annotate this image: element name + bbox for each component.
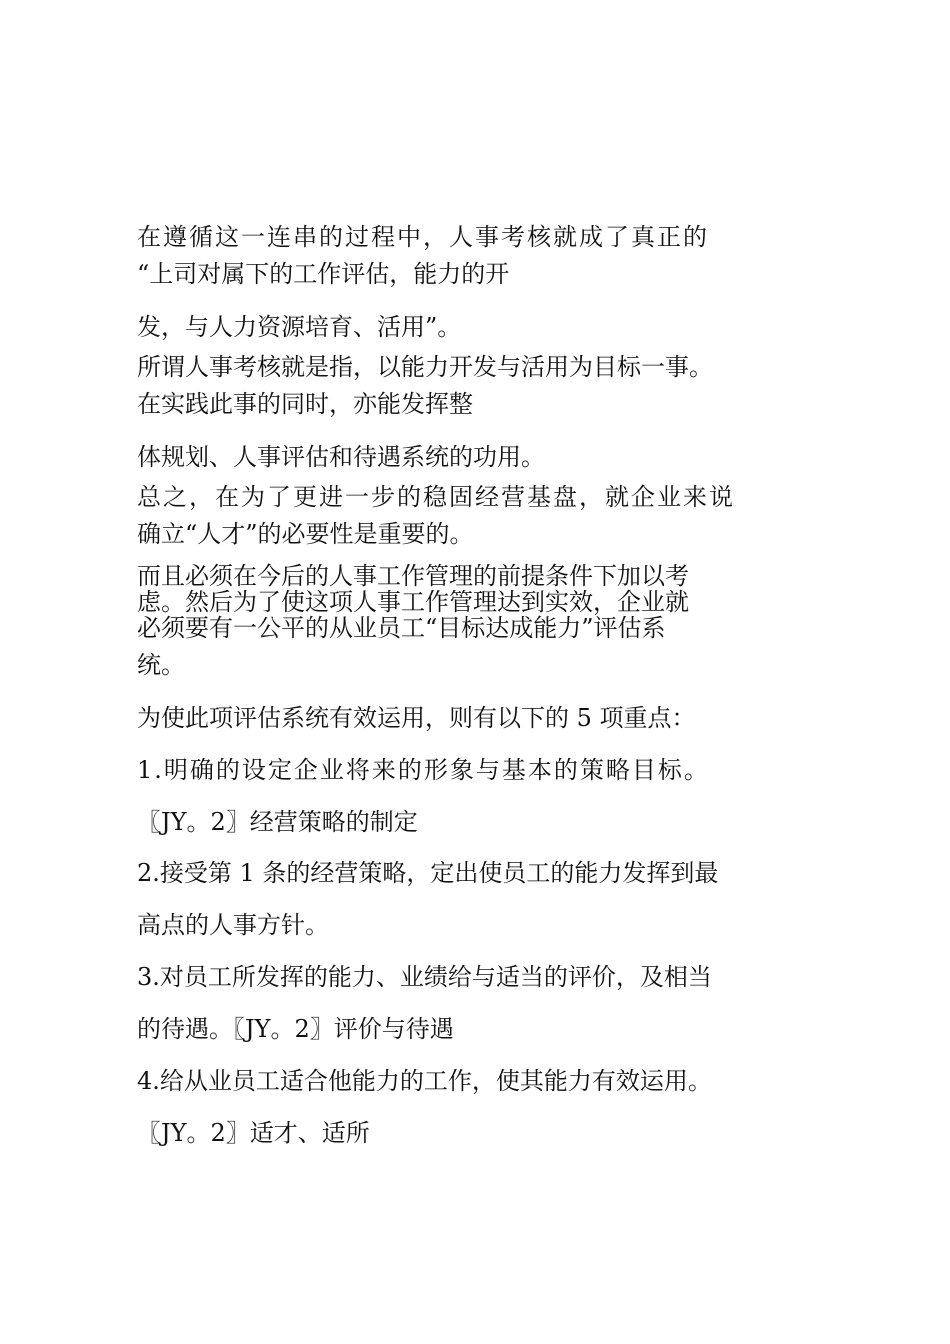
- paragraph-line: 为使此项评估系统有效运用，则有以下的 5 项重点：: [137, 704, 696, 732]
- paragraph-line: 总之，在为了更进一步的稳固经营基盘，就企业来说: [137, 483, 735, 511]
- list-item: 〖JY。2〗经营策略的制定: [137, 808, 418, 836]
- list-item: 2.接受第 1 条的经营策略，定出使员工的能力发挥到最: [137, 859, 719, 887]
- paragraph-line: 统。: [137, 651, 185, 679]
- paragraph-line: “上司对属下的工作评估，能力的开: [137, 260, 510, 288]
- list-item: 〖JY。2〗适才、适所: [137, 1119, 370, 1147]
- paragraph-line: 发，与人力资源培育、活用”。: [137, 313, 462, 341]
- paragraph-line: 在实践此事的同时，亦能发挥整: [137, 390, 473, 418]
- list-item: 高点的人事方针。: [137, 911, 329, 939]
- paragraph-line: 体规划、人事评估和待遇系统的功用。: [137, 443, 545, 471]
- paragraph-line: 所谓人事考核就是指，以能力开发与活用为目标一事。: [137, 353, 713, 381]
- list-item: 3.对员工所发挥的能力、业绩给与适当的评价，及相当: [137, 963, 712, 991]
- paragraph-line: 虑。然后为了使这项人事工作管理达到实效，企业就: [137, 588, 689, 616]
- paragraph-line: 在遵循这一连串的过程中，人事考核就成了真正的: [137, 223, 709, 251]
- list-item: 4.给从业员工适合他能力的工作，使其能力有效运用。: [137, 1067, 712, 1095]
- paragraph-line: 必须要有一公平的从业员工“目标达成能力”评估系: [137, 614, 666, 642]
- paragraph-line: 确立“人才”的必要性是重要的。: [137, 520, 474, 548]
- list-item: 1.明确的设定企业将来的形象与基本的策略目标。: [137, 756, 710, 784]
- paragraph-line: 而且必须在今后的人事工作管理的前提条件下加以考: [137, 562, 689, 590]
- list-item: 的待遇。〖JY。2〗评价与待遇: [137, 1015, 454, 1043]
